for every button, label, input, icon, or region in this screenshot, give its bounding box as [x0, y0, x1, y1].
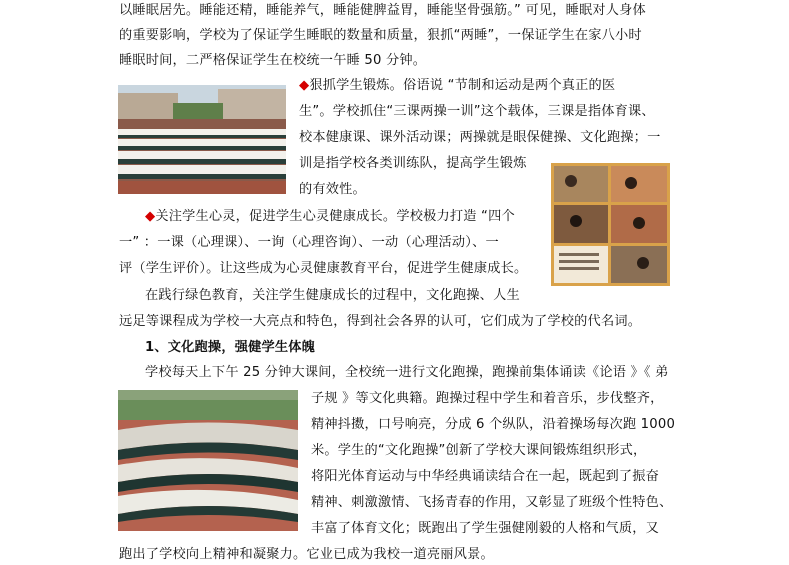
running-formation-photo — [118, 390, 298, 531]
text-line: 在践行绿色教育，关注学生健康成长的过程中，文化跑操、人生 — [145, 288, 520, 303]
text-line: 生”。学校抓住“三课两操一训”这个载体，三课是指体育课、 — [299, 104, 655, 119]
text-line: 的有效性。 — [299, 182, 366, 197]
red-diamond-icon: ◆ — [145, 209, 156, 224]
text-line: 一” ：一课（心理课）、一询（心理咨询）、一动（心理活动）、一 — [119, 235, 499, 250]
text-line: 训是指学校各类训练队，提高学生锻炼 — [299, 156, 527, 171]
text-line: 评（学生评价）。让这些成为心灵健康教育平台，促进学生健康成长。 — [119, 261, 528, 276]
text-line: 米。学生的“文化跑操”创新了学校大课间锻炼组织形式， — [311, 443, 647, 458]
text-line: 精神抖擞，口号响亮，分成 6 个纵队，沿着操场每次跑 1000 — [311, 417, 676, 432]
text-line: 丰富了体育文化；既跑出了学生强健刚毅的人格和气质，又 — [311, 521, 660, 536]
text-line: 将阳光体育运动与中华经典诵读结合在一起，既起到了振奋 — [311, 469, 660, 484]
text-span: 关注学生心灵，促进学生心灵健康成长。学校极力打造 “四个 — [155, 209, 515, 224]
text-line — [145, 208, 515, 226]
text-span: 狠抓学生锻炼。俗语说 “节制和运动是两个真正的医 — [309, 78, 616, 93]
counseling-collage-photo — [551, 163, 670, 286]
text-line: 子规 》等文化典籍。跑操过程中学生和着音乐，步伐整齐， — [311, 391, 664, 406]
text-line: 的重要影响，学校为了保证学生睡眠的数量和质量，狠抓“两睡”，一保证学生在家八小时 — [119, 28, 642, 43]
text-line: 跑出了学校向上精神和凝聚力。它业已成为我校一道亮丽风景。 — [119, 547, 494, 562]
text-line: 远足等课程成为学校一大亮点和特色，得到社会各界的认可，它们成为了学校的代名词。 — [119, 314, 642, 329]
text-line: 精神、刺激激情、飞扬青春的作用，又彰显了班级个性特色、 — [311, 495, 673, 510]
text-line: 校本健康课、课外活动课；两操就是眼保健操、文化跑操；一 — [299, 130, 661, 145]
text-line — [299, 77, 615, 95]
text-line: 以睡眠居先。睡能还精，睡能养气，睡能健脾益胃，睡能坚骨强筋。” 可见，睡眠对人身体 — [119, 3, 646, 18]
section-heading: 1、文化跑操，强健学生体魄 — [145, 340, 316, 355]
text-line: 睡眠时间，二严格保证学生在校统一午睡 50 分钟。 — [119, 53, 427, 68]
students-exercising-photo — [118, 85, 286, 194]
text-line: 学校每天上下午 25 分钟大课间，全校统一进行文化跑操，跑操前集体诵读《论语 》《 弟 — [145, 365, 669, 380]
red-diamond-icon: ◆ — [299, 78, 310, 93]
